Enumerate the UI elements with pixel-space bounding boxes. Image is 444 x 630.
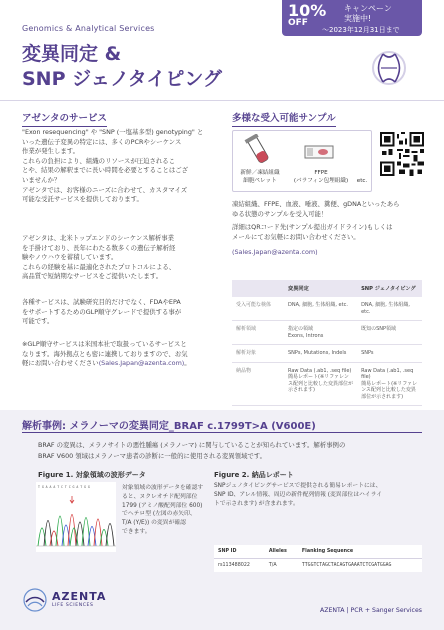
azenta-logo-icon	[22, 587, 48, 613]
services-intro: "Exon resequencing" や "SNP (一塩基多型) genotyping" と いった遺伝子変異の特定には、多くのPCRやシーケンス 作業が発生します。 これらの負担により、組織のリソースが圧迫されるこ とや、結果の解釈までに長い時間を必要とすることはござ いませんか？ アゼンタでは、お客様のニーズに合わせて、カスタマイズ 可能な受託サービスを提供しております。	[22, 128, 204, 204]
table-header: Alleles	[265, 545, 298, 559]
svg-text:T G A A A T C T C G A T G G: T G A A A T C T C G A T G G	[38, 485, 90, 489]
table-row: 納品物 Raw Data (.ab1, .seq file) 簡易レポート(※リファレンス配列と比較した変異部位が示されます) Raw Data (.ab1, .seq file) 簡易レポート(※リファレンス配列と比較した変異部位が示されます)	[232, 362, 422, 406]
tissue-tube-icon	[240, 134, 280, 168]
campaign-status: 実施中!	[344, 14, 372, 23]
discount-off: OFF	[288, 18, 308, 28]
services-note: ※GLP順守サービスは米国本社で取扱っているサービスと なります。海外拠点とも密に連携しておりますので、お気 軽にお問い合わせください(Sales.Japan@azenta.com)。	[22, 340, 191, 368]
brand-logo: AZENTA	[52, 590, 107, 603]
qr-code-icon[interactable]	[380, 132, 424, 176]
brand-subtitle: LIFE SCIENCES	[52, 603, 94, 608]
sample-tissue-label: 新鮮／凍結組織 細胞ペレット	[240, 170, 280, 184]
footer-services: AZENTA | PCR + Sanger Services	[319, 607, 422, 614]
table-header: 変異同定	[284, 280, 357, 297]
figure-1-title: Figure 1. 対象領域の波形データ	[38, 471, 146, 479]
table-header: SNP ジェノタイピング	[357, 280, 422, 297]
ffpe-slide-icon	[304, 140, 334, 162]
table-row: 解析領域 指定の領域 Exons, Introns 既知のSNP領域	[232, 321, 422, 345]
chromatogram-figure	[36, 482, 116, 552]
table-row: 解析対象 SNPs, Mutations, Indels SNPs	[232, 345, 422, 363]
services-glp: 各種サービスは、試験研究目的だけでなく、FDAやEPA をサポートするためのGLP順守グレードで提供する事が 可能です。	[22, 298, 182, 326]
service-comparison-table	[232, 280, 422, 406]
services-experience: アゼンタは、北米トップエンドのシーケンス解析事業 を手掛けており、長年にわたる数多くの遺伝子解析経 験やノウハウを蓄積しています。 これらの経験を基に最適化されたプロトコルによる、 高品質で短納期なサービスをご提供いたします。	[22, 234, 176, 281]
case-study-title: 解析事例: メラノーマの変異同定_BRAF c.1799T>A (V600E)	[22, 421, 316, 432]
figure-2-title: Figure 2. 納品レポート	[214, 471, 294, 479]
figure-1-caption: 対象領域の波形データを確認す ると、ヌクレオチド配列部位 1799 (アミノ酸配列部位 600) でヘテロ型 (左図の赤矢印、 T/A (Y/E)) の変異が確認 できます。	[122, 485, 204, 535]
table-row: 受入可能な検体 DNA, 細胞, 生体組織, etc. DNA, 細胞, 生体組織, etc.	[232, 297, 422, 321]
table-header: SNP ID	[214, 545, 265, 559]
samples-email-link[interactable]: (Sales.Japan@azenta.com)	[232, 248, 318, 257]
category-label: Genomics & Analytical Services	[22, 24, 155, 33]
header-divider	[0, 100, 444, 101]
campaign-deadline: 〜2023年12月31日まで	[322, 26, 400, 34]
sample-ffpe-label: FFPE (パラフィン包埋組織)	[293, 170, 349, 184]
table-header: Flanking Sequence	[298, 545, 422, 559]
discount-percent: 10%	[288, 1, 327, 20]
case-study-intro: BRAF の変異は、メラノサイトの悪性腫瘍 (メラノーマ) に関与していることが知られています。解析事例の BRAF V600 領域はメラノーマ患者の診断に一般的に使用される変異領域です。	[38, 441, 346, 460]
page-title	[22, 42, 222, 92]
campaign-text: キャンペーン	[344, 4, 392, 13]
services-heading: アゼンタのサービス	[22, 110, 107, 127]
samples-heading: 多様な受入可能サンプル	[232, 110, 336, 127]
figure-2-caption: SNPジェノタイピングサービスで提供される簡易レポートには、 SNP ID、アレル情報、周辺の新件配列情報 (変異部位はハイライ トで示されます) が含まれます。	[214, 483, 383, 507]
title-line-2: SNP ジェノタイピング	[22, 68, 223, 90]
chromosome-icon	[356, 20, 422, 94]
sample-etc-label: etc.	[356, 178, 368, 184]
table-row: rs113488022 T/A TTGGTCTAGCTACAGTGAAATCTCGATGGAG	[214, 559, 422, 573]
table-header	[232, 280, 284, 297]
email-link[interactable]: (Sales.Japan@azenta.com)	[98, 359, 185, 368]
title-line-1: 変異同定 &	[22, 43, 122, 65]
snp-report-table	[214, 545, 422, 572]
case-study-rule	[22, 432, 422, 433]
samples-description: 凍結組織、FFPE、血液、唾液、糞便、gDNAといったあら ゆる状態のサンプルを受入可能！ 詳細はQRコード先(サンプル提出ガイドライン)もしくは メールにてお気軽にお問い合わせください。 (Sales.Japan@azenta.com)	[232, 200, 424, 258]
